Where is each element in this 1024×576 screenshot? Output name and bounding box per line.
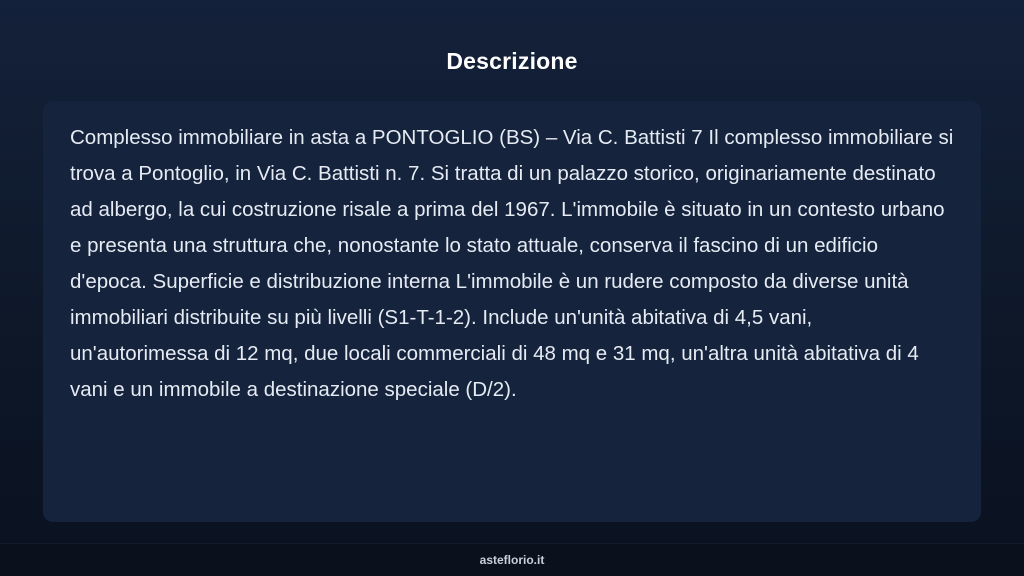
description-text: Complesso immobiliare in asta a PONTOGLIO (BS) – Via C. Battisti 7 Il complesso immobiliare si trova a Pontoglio, in Via C. Battisti n. 7. Si tratta di un palazzo storico, originariamente destinato ad albergo, la cui costruzione risale a prima del 1967. L'immobile è situato in un contesto urbano e presenta una struttura che, nonostante lo stato attuale, conserva il fascino di un edificio d'epoca. Superficie e distribuzione interna L'immobile è un rudere composto da diverse unità immobiliari distribuite su più livelli (S1-T-1-2). Include un'unità abitativa di 4,5 vani, un'autorimessa di 12 mq, due locali commerciali di 48 mq e 31 mq, un'altra unità abitativa di 4 vani e un immobile a destinazione speciale (D/2). (70, 126, 954, 401)
page-title: Descrizione (446, 48, 578, 74)
footer-bar (0, 543, 1024, 576)
footer-site-name: asteflorio.it (479, 553, 545, 567)
description-card (43, 101, 981, 522)
